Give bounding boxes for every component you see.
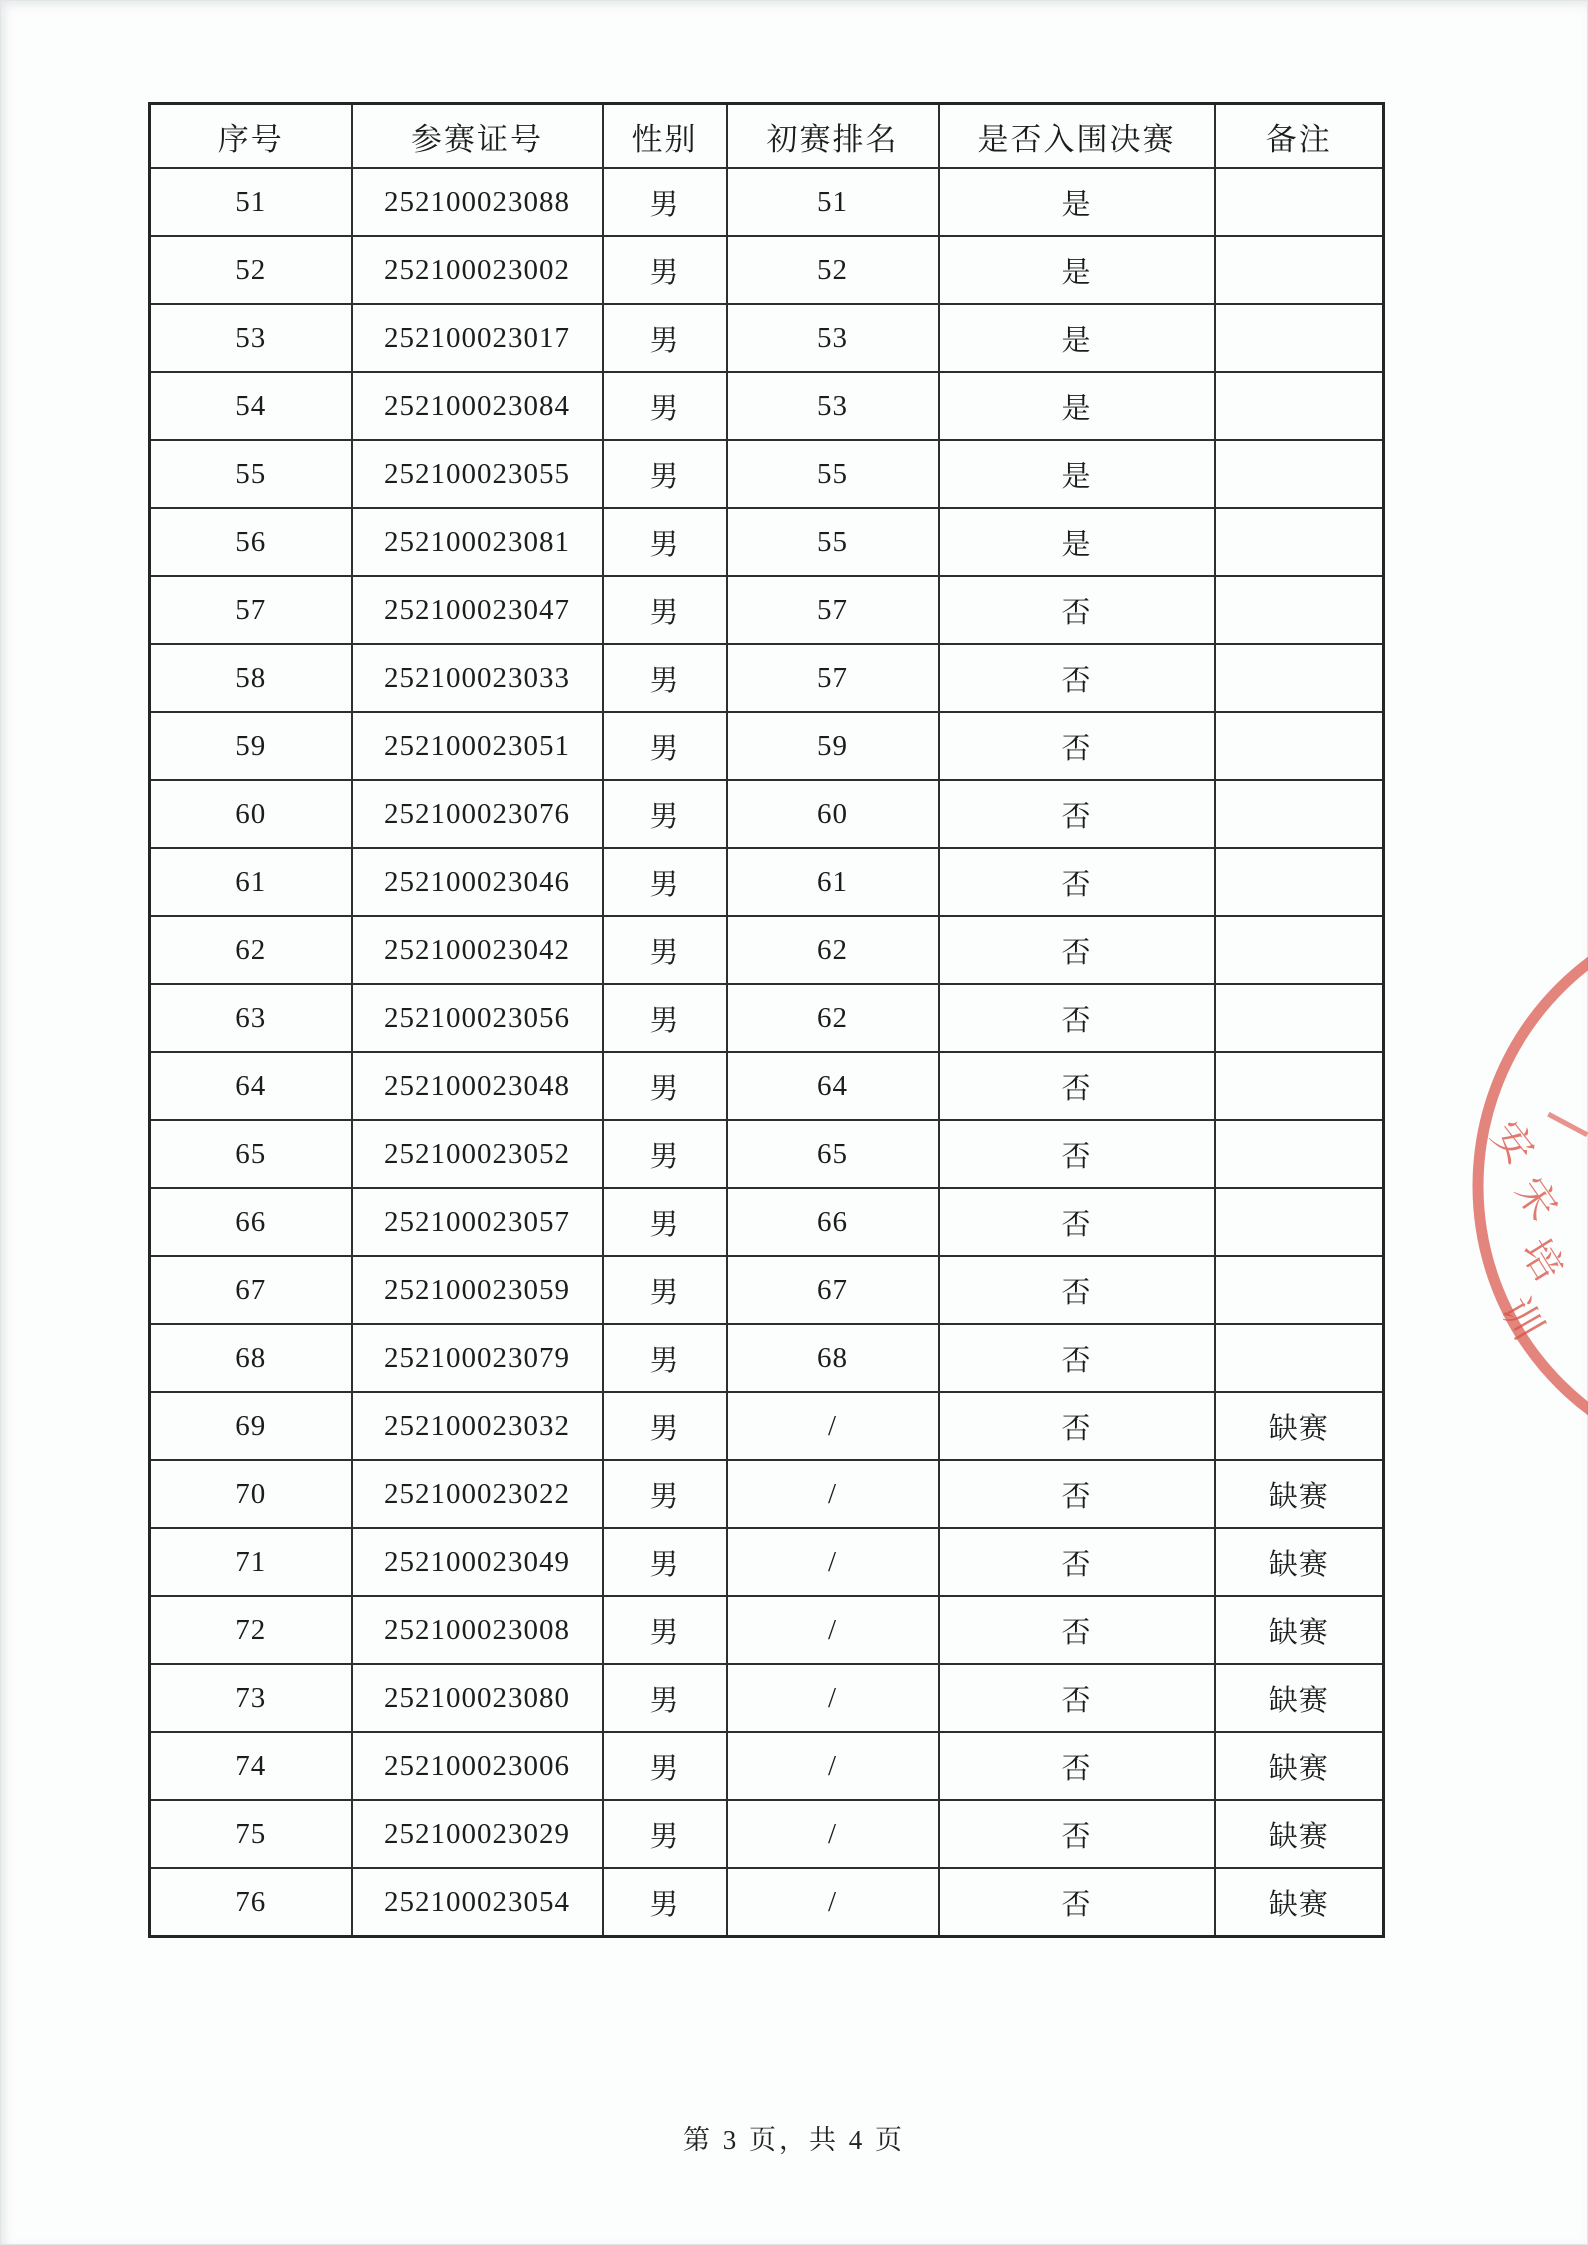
cell-qualified: 否 bbox=[939, 1324, 1215, 1392]
cell-gender: 男 bbox=[603, 440, 727, 508]
cell-remarks: 缺赛 bbox=[1215, 1664, 1384, 1732]
cell-entry-id: 252100023076 bbox=[352, 780, 603, 848]
table-row bbox=[150, 1460, 1384, 1528]
cell-remarks bbox=[1215, 1052, 1384, 1120]
cell-gender: 男 bbox=[603, 1460, 727, 1528]
cell-gender: 男 bbox=[603, 1868, 727, 1937]
svg-text:培: 培 bbox=[1511, 1230, 1572, 1290]
cell-gender: 男 bbox=[603, 1256, 727, 1324]
cell-qualified: 否 bbox=[939, 1732, 1215, 1800]
cell-remarks bbox=[1215, 1188, 1384, 1256]
cell-qualified: 是 bbox=[939, 508, 1215, 576]
cell-gender: 男 bbox=[603, 508, 727, 576]
cell-qualified: 是 bbox=[939, 372, 1215, 440]
table-row bbox=[150, 1528, 1384, 1596]
cell-prelim-rank: / bbox=[727, 1732, 939, 1800]
cell-prelim-rank: / bbox=[727, 1528, 939, 1596]
cell-prelim-rank: 59 bbox=[727, 712, 939, 780]
cell-qualified: 否 bbox=[939, 1800, 1215, 1868]
seal-characters bbox=[1482, 1112, 1588, 1348]
cell-qualified: 否 bbox=[939, 916, 1215, 984]
cell-entry-id: 252100023008 bbox=[352, 1596, 603, 1664]
table-row bbox=[150, 1324, 1384, 1392]
cell-entry-id: 252100023042 bbox=[352, 916, 603, 984]
cell-remarks bbox=[1215, 780, 1384, 848]
cell-remarks: 缺赛 bbox=[1215, 1800, 1384, 1868]
cell-remarks bbox=[1215, 1120, 1384, 1188]
cell-index: 65 bbox=[150, 1120, 352, 1188]
cell-gender: 男 bbox=[603, 372, 727, 440]
cell-entry-id: 252100023049 bbox=[352, 1528, 603, 1596]
cell-remarks bbox=[1215, 168, 1384, 236]
cell-prelim-rank: / bbox=[727, 1800, 939, 1868]
table-row bbox=[150, 848, 1384, 916]
cell-gender: 男 bbox=[603, 1324, 727, 1392]
cell-prelim-rank: 67 bbox=[727, 1256, 939, 1324]
header-cell-index: 序号 bbox=[150, 104, 352, 169]
cell-index: 64 bbox=[150, 1052, 352, 1120]
cell-index: 62 bbox=[150, 916, 352, 984]
cell-entry-id: 252100023088 bbox=[352, 168, 603, 236]
cell-entry-id: 252100023079 bbox=[352, 1324, 603, 1392]
cell-remarks bbox=[1215, 644, 1384, 712]
cell-gender: 男 bbox=[603, 780, 727, 848]
cell-index: 76 bbox=[150, 1868, 352, 1937]
cell-prelim-rank: 60 bbox=[727, 780, 939, 848]
cell-qualified: 是 bbox=[939, 440, 1215, 508]
cell-qualified: 否 bbox=[939, 1528, 1215, 1596]
cell-remarks bbox=[1215, 916, 1384, 984]
table-row bbox=[150, 1868, 1384, 1937]
header-cell-gender: 性别 bbox=[603, 104, 727, 169]
header-cell-prelim-rank: 初赛排名 bbox=[727, 104, 939, 169]
cell-prelim-rank: 62 bbox=[727, 916, 939, 984]
cell-prelim-rank: / bbox=[727, 1596, 939, 1664]
table-row bbox=[150, 1596, 1384, 1664]
cell-prelim-rank: 53 bbox=[727, 372, 939, 440]
header-row bbox=[150, 104, 1384, 169]
svg-text:安: 安 bbox=[1482, 1112, 1543, 1173]
cell-qualified: 是 bbox=[939, 304, 1215, 372]
cell-entry-id: 252100023054 bbox=[352, 1868, 603, 1937]
cell-entry-id: 252100023032 bbox=[352, 1392, 603, 1460]
table-row bbox=[150, 1188, 1384, 1256]
cell-qualified: 否 bbox=[939, 1392, 1215, 1460]
svg-text:训: 训 bbox=[1491, 1290, 1552, 1348]
cell-gender: 男 bbox=[603, 848, 727, 916]
table-row bbox=[150, 576, 1384, 644]
cell-qualified: 否 bbox=[939, 984, 1215, 1052]
cell-qualified: 否 bbox=[939, 848, 1215, 916]
cell-prelim-rank: 55 bbox=[727, 508, 939, 576]
cell-index: 69 bbox=[150, 1392, 352, 1460]
cell-entry-id: 252100023081 bbox=[352, 508, 603, 576]
cell-prelim-rank: 65 bbox=[727, 1120, 939, 1188]
cell-qualified: 否 bbox=[939, 576, 1215, 644]
cell-remarks bbox=[1215, 712, 1384, 780]
cell-qualified: 否 bbox=[939, 712, 1215, 780]
cell-prelim-rank: 68 bbox=[727, 1324, 939, 1392]
cell-remarks: 缺赛 bbox=[1215, 1868, 1384, 1937]
cell-prelim-rank: / bbox=[727, 1392, 939, 1460]
table-row bbox=[150, 1800, 1384, 1868]
cell-qualified: 是 bbox=[939, 236, 1215, 304]
cell-gender: 男 bbox=[603, 984, 727, 1052]
cell-remarks bbox=[1215, 236, 1384, 304]
header-cell-remarks: 备注 bbox=[1215, 104, 1384, 169]
cell-entry-id: 252100023002 bbox=[352, 236, 603, 304]
cell-entry-id: 252100023048 bbox=[352, 1052, 603, 1120]
cell-gender: 男 bbox=[603, 712, 727, 780]
cell-qualified: 否 bbox=[939, 1664, 1215, 1732]
cell-index: 54 bbox=[150, 372, 352, 440]
table-row bbox=[150, 304, 1384, 372]
cell-index: 71 bbox=[150, 1528, 352, 1596]
cell-remarks: 缺赛 bbox=[1215, 1460, 1384, 1528]
cell-prelim-rank: 57 bbox=[727, 644, 939, 712]
cell-prelim-rank: 66 bbox=[727, 1188, 939, 1256]
cell-index: 53 bbox=[150, 304, 352, 372]
cell-prelim-rank: 64 bbox=[727, 1052, 939, 1120]
cell-entry-id: 252100023055 bbox=[352, 440, 603, 508]
cell-remarks: 缺赛 bbox=[1215, 1596, 1384, 1664]
table-row bbox=[150, 1052, 1384, 1120]
cell-prelim-rank: 57 bbox=[727, 576, 939, 644]
official-seal-stamp bbox=[1428, 1030, 1588, 1348]
cell-qualified: 否 bbox=[939, 1120, 1215, 1188]
cell-prelim-rank: / bbox=[727, 1868, 939, 1937]
cell-gender: 男 bbox=[603, 168, 727, 236]
cell-index: 61 bbox=[150, 848, 352, 916]
table-row bbox=[150, 1392, 1384, 1460]
cell-prelim-rank: 51 bbox=[727, 168, 939, 236]
table-row bbox=[150, 984, 1384, 1052]
table-row bbox=[150, 1256, 1384, 1324]
cell-index: 63 bbox=[150, 984, 352, 1052]
cell-index: 57 bbox=[150, 576, 352, 644]
cell-index: 59 bbox=[150, 712, 352, 780]
cell-entry-id: 252100023059 bbox=[352, 1256, 603, 1324]
cell-gender: 男 bbox=[603, 1392, 727, 1460]
cell-index: 58 bbox=[150, 644, 352, 712]
table-row bbox=[150, 1732, 1384, 1800]
cell-qualified: 否 bbox=[939, 1460, 1215, 1528]
results-table bbox=[148, 102, 1385, 1938]
cell-remarks: 缺赛 bbox=[1215, 1528, 1384, 1596]
cell-remarks bbox=[1215, 372, 1384, 440]
cell-gender: 男 bbox=[603, 1052, 727, 1120]
cell-remarks bbox=[1215, 848, 1384, 916]
cell-index: 55 bbox=[150, 440, 352, 508]
cell-index: 73 bbox=[150, 1664, 352, 1732]
cell-entry-id: 252100023056 bbox=[352, 984, 603, 1052]
cell-remarks bbox=[1215, 1324, 1384, 1392]
cell-gender: 男 bbox=[603, 1528, 727, 1596]
cell-prelim-rank: / bbox=[727, 1664, 939, 1732]
cell-gender: 男 bbox=[603, 1120, 727, 1188]
table-row bbox=[150, 916, 1384, 984]
cell-qualified: 否 bbox=[939, 1188, 1215, 1256]
cell-gender: 男 bbox=[603, 1732, 727, 1800]
table-row bbox=[150, 1664, 1384, 1732]
table-row bbox=[150, 644, 1384, 712]
cell-entry-id: 252100023057 bbox=[352, 1188, 603, 1256]
cell-index: 67 bbox=[150, 1256, 352, 1324]
cell-gender: 男 bbox=[603, 304, 727, 372]
cell-entry-id: 252100023046 bbox=[352, 848, 603, 916]
cell-entry-id: 252100023084 bbox=[352, 372, 603, 440]
table-row bbox=[150, 440, 1384, 508]
cell-prelim-rank: 52 bbox=[727, 236, 939, 304]
header-cell-entry-id: 参赛证号 bbox=[352, 104, 603, 169]
table-row bbox=[150, 780, 1384, 848]
cell-gender: 男 bbox=[603, 644, 727, 712]
cell-qualified: 否 bbox=[939, 1052, 1215, 1120]
cell-gender: 男 bbox=[603, 576, 727, 644]
cell-index: 56 bbox=[150, 508, 352, 576]
cell-remarks bbox=[1215, 984, 1384, 1052]
cell-index: 72 bbox=[150, 1596, 352, 1664]
cell-entry-id: 252100023033 bbox=[352, 644, 603, 712]
cell-index: 68 bbox=[150, 1324, 352, 1392]
cell-qualified: 否 bbox=[939, 644, 1215, 712]
cell-index: 74 bbox=[150, 1732, 352, 1800]
cell-gender: 男 bbox=[603, 1596, 727, 1664]
cell-gender: 男 bbox=[603, 1188, 727, 1256]
cell-remarks bbox=[1215, 1256, 1384, 1324]
cell-entry-id: 252100023029 bbox=[352, 1800, 603, 1868]
cell-remarks: 缺赛 bbox=[1215, 1732, 1384, 1800]
cell-entry-id: 252100023051 bbox=[352, 712, 603, 780]
cell-qualified: 否 bbox=[939, 1596, 1215, 1664]
cell-gender: 男 bbox=[603, 236, 727, 304]
cell-remarks: 缺赛 bbox=[1215, 1392, 1384, 1460]
header-cell-qualified: 是否入围决赛 bbox=[939, 104, 1215, 169]
seal-arc bbox=[1478, 906, 1588, 1466]
cell-entry-id: 252100023006 bbox=[352, 1732, 603, 1800]
cell-gender: 男 bbox=[603, 1664, 727, 1732]
cell-gender: 男 bbox=[603, 1800, 727, 1868]
cell-remarks bbox=[1215, 440, 1384, 508]
cell-entry-id: 252100023052 bbox=[352, 1120, 603, 1188]
cell-entry-id: 252100023022 bbox=[352, 1460, 603, 1528]
table-row bbox=[150, 712, 1384, 780]
cell-prelim-rank: 62 bbox=[727, 984, 939, 1052]
table-row bbox=[150, 236, 1384, 304]
page-number: 第 3 页，共 4 页 bbox=[683, 2125, 905, 2155]
cell-index: 66 bbox=[150, 1188, 352, 1256]
cell-gender: 男 bbox=[603, 916, 727, 984]
table-row bbox=[150, 372, 1384, 440]
cell-entry-id: 252100023080 bbox=[352, 1664, 603, 1732]
cell-entry-id: 252100023047 bbox=[352, 576, 603, 644]
cell-remarks bbox=[1215, 304, 1384, 372]
cell-qualified: 否 bbox=[939, 1256, 1215, 1324]
cell-prelim-rank: 55 bbox=[727, 440, 939, 508]
cell-prelim-rank: 53 bbox=[727, 304, 939, 372]
cell-qualified: 否 bbox=[939, 780, 1215, 848]
svg-text:宋: 宋 bbox=[1505, 1169, 1567, 1229]
cell-remarks bbox=[1215, 508, 1384, 576]
cell-remarks bbox=[1215, 576, 1384, 644]
table-row bbox=[150, 508, 1384, 576]
cell-index: 60 bbox=[150, 780, 352, 848]
cell-qualified: 是 bbox=[939, 168, 1215, 236]
cell-index: 70 bbox=[150, 1460, 352, 1528]
cell-index: 52 bbox=[150, 236, 352, 304]
table-row bbox=[150, 168, 1384, 236]
cell-index: 75 bbox=[150, 1800, 352, 1868]
cell-prelim-rank: / bbox=[727, 1460, 939, 1528]
cell-prelim-rank: 61 bbox=[727, 848, 939, 916]
table-body bbox=[150, 168, 1384, 1937]
cell-index: 51 bbox=[150, 168, 352, 236]
cell-qualified: 否 bbox=[939, 1868, 1215, 1937]
table-row bbox=[150, 1120, 1384, 1188]
cell-entry-id: 252100023017 bbox=[352, 304, 603, 372]
